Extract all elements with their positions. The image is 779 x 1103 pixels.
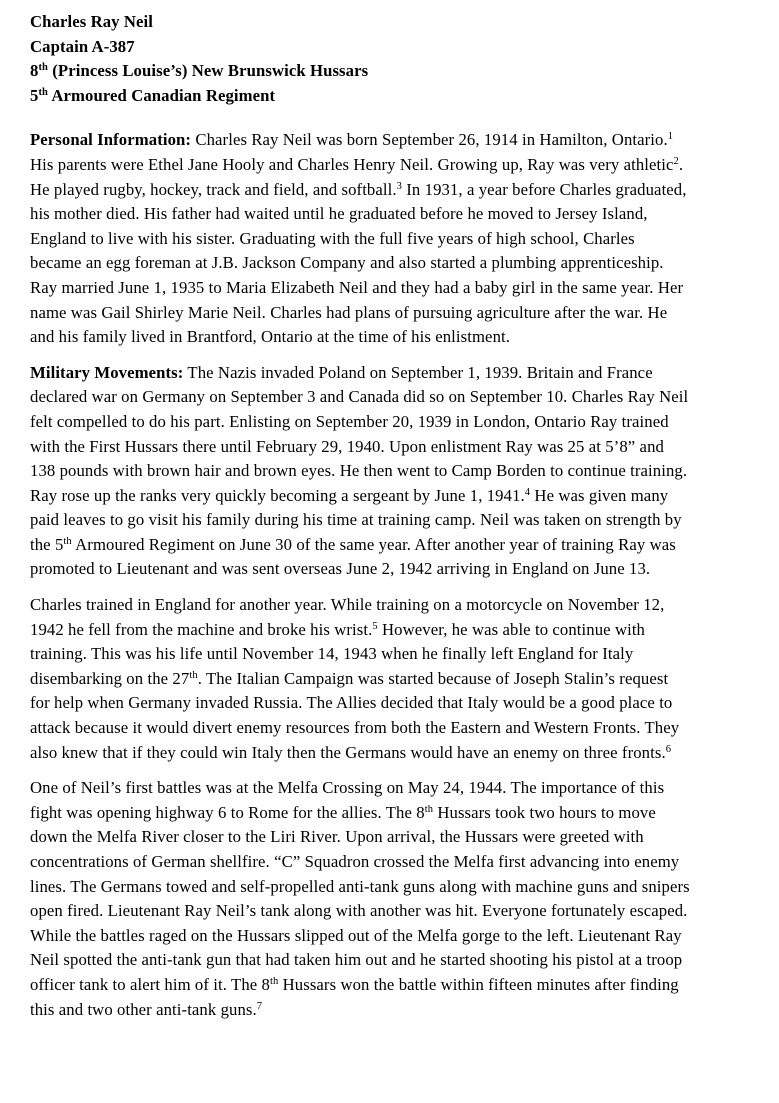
text-run: However, he was able to continue with [377, 619, 646, 639]
text-run: Ray married June 1, 1935 to Maria Elizabeth Neil and they had a baby girl in the same year. Her [30, 277, 684, 297]
text-line [30, 59, 761, 84]
bold-text-run: Charles Ray Neil [30, 12, 154, 31]
text-line [30, 642, 761, 667]
footnote-ref: 1 [667, 131, 674, 143]
text-run: Hussars won the battle within fifteen minutes after finding [278, 974, 679, 994]
text-run: Charles Ray Neil was born September 26, 1914 in Hamilton, Ontario. [191, 130, 668, 150]
paragraph-personal-information [30, 128, 761, 349]
text-run: Armoured Regiment on June 30 of the same year. After another year of training Ray was [71, 534, 676, 554]
paragraph-military-movements [30, 361, 761, 582]
text-run: training. This was his life until November 14, 1943 when he finally left England for Italy [30, 644, 634, 664]
text-line [30, 667, 761, 692]
text-run: felt compelled to do his part. Enlisting on September 20, 1939 in London, Ontario Ray trained [30, 411, 669, 431]
bold-text-run: 5 [30, 85, 39, 105]
text-run: attack because it would divert enemy resources from both the Eastern and Western Fronts. They [30, 718, 680, 738]
text-run: One of Neil’s first battles was at the Melfa Crossing on May 24, 1944. The importance of this [30, 778, 665, 798]
text-run: and his family lived in Brantford, Ontario at the time of his enlistment. [30, 327, 511, 347]
text-line [30, 128, 761, 153]
text-line [30, 533, 761, 558]
footnote-ref: 2 [673, 155, 679, 167]
text-line [30, 850, 761, 875]
text-line [30, 557, 761, 582]
text-line [30, 875, 761, 900]
text-line [30, 948, 761, 973]
text-run: became an egg foreman at J.B. Jackson Company and also started a plumbing apprenticeship. [30, 253, 664, 273]
text-line [30, 276, 761, 301]
ordinal-suffix: th [189, 669, 198, 681]
text-run: England to live with his sister. Graduating with the full five years of high school, Charles [30, 228, 635, 248]
footnote-ref: 4 [524, 486, 531, 498]
text-line [30, 825, 761, 850]
text-run: His parents were Ethel Jane Hooly and Charles Henry Neil. Growing up, Ray was very athletic [30, 154, 674, 174]
bold-text-run: (Princess Louise’s) New Brunswick Hussars [48, 61, 369, 81]
text-run: officer tank to alert him of it. The 8 [30, 974, 270, 994]
text-line [30, 618, 761, 643]
text-line [30, 410, 761, 435]
text-line [30, 153, 761, 178]
text-run: Ray rose up the ranks very quickly becoming a sergeant by June 1, 1941. [30, 485, 525, 505]
ordinal-suffix: th [424, 803, 434, 815]
footnote-ref: 6 [665, 743, 672, 755]
footnote-ref: 3 [396, 180, 402, 192]
text-line [30, 251, 761, 276]
ordinal-suffix: th [269, 975, 279, 987]
text-line [30, 325, 761, 350]
footnote-ref: 5 [372, 620, 378, 632]
bold-text-run: Military Movements: [30, 362, 184, 382]
text-run: down the Melfa River closer to the Liri River. Upon arrival, the Hussars were greeted with [30, 827, 644, 847]
bold-text-run: Armoured Canadian Regiment [48, 85, 276, 105]
text-run: promoted to Lieutenant and was sent overseas June 2, 1942 arriving in England on June 13. [30, 559, 651, 579]
paragraph-melfa-crossing [30, 776, 761, 1022]
bold-text-run: 8 [30, 61, 39, 81]
text-line [30, 973, 761, 998]
text-line [30, 435, 761, 460]
text-line [30, 741, 761, 766]
text-line [30, 178, 761, 203]
text-line [30, 301, 761, 326]
text-run: 1942 he fell from the machine and broke his wrist. [30, 619, 373, 639]
text-run: fight was opening highway 6 to Rome for the allies. The 8 [30, 802, 425, 822]
text-line [30, 361, 761, 386]
text-run: He was given many [530, 485, 669, 505]
text-line [30, 35, 761, 60]
text-run: for help when Germany invaded Russia. The Allies decided that Italy would be a good place to [30, 693, 673, 713]
text-line [30, 10, 761, 35]
text-run: open fired. Lieutenant Ray Neil’s tank along with another was hit. Everyone fortunately escaped. [30, 901, 688, 921]
text-run: paid leaves to go visit his family during his time at training camp. Neil was taken on strength by [30, 510, 682, 530]
text-line [30, 84, 761, 109]
ordinal-suffix: th [63, 535, 72, 547]
text-line [30, 484, 761, 509]
text-run: disembarking on the 27 [30, 668, 190, 688]
text-run: . The Italian Campaign was started because of Joseph Stalin’s request [197, 668, 669, 688]
text-run: He played rugby, hockey, track and field, and softball. [30, 179, 397, 199]
text-run: name was Gail Shirley Marie Neil. Charles had plans of pursuing agriculture after the war. He [30, 302, 668, 322]
footnote-ref: 7 [256, 1000, 263, 1012]
document-header [30, 10, 761, 108]
text-run: In 1931, a year before Charles graduated, [402, 179, 687, 199]
text-line [30, 593, 761, 618]
text-run: also knew that if they could win Italy then the Germans would have an enemy on three fronts. [30, 742, 666, 762]
text-line [30, 202, 761, 227]
text-line [30, 899, 761, 924]
text-run: with the First Hussars there until February 29, 1940. Upon enlistment Ray was 25 at 5’8” and [30, 436, 664, 456]
text-run: this and two other anti-tank guns. [30, 999, 257, 1019]
text-run: Hussars took two hours to move [433, 802, 656, 822]
text-line [30, 691, 761, 716]
text-line [30, 227, 761, 252]
bold-text-run: Personal Information: [30, 130, 192, 150]
text-run: his mother died. His father had waited until he graduated before he moved to Jersey Island, [30, 204, 648, 224]
text-run: Neil spotted the anti-tank gun that had taken him out and he started shooting his pistol at a troop [30, 950, 683, 970]
text-run: The Nazis invaded Poland on September 1, 1939. Britain and France [183, 362, 653, 382]
text-line [30, 716, 761, 741]
text-run: declared war on Germany on September 3 and Canada did so on September 10. Charles Ray Neil [30, 387, 689, 407]
text-run: While the battles raged on the Hussars slipped out of the Melfa gorge to the left. Lieutenant Ray [30, 925, 682, 945]
text-line [30, 385, 761, 410]
ordinal-suffix: th [38, 62, 48, 74]
text-run: concentrations of German shellfire. “C” Squadron crossed the Melfa first advancing into enemy [30, 852, 680, 871]
text-line [30, 924, 761, 949]
text-run: lines. The Germans towed and self-propelled anti-tank guns along with machine guns and snipers [30, 876, 690, 896]
text-line [30, 776, 761, 801]
text-line [30, 801, 761, 826]
text-line [30, 459, 761, 484]
ordinal-suffix: th [38, 86, 48, 98]
text-run: . [678, 154, 684, 174]
text-run: the 5 [30, 534, 64, 554]
bold-text-run: Captain A-387 [30, 36, 135, 56]
text-line [30, 508, 761, 533]
paragraph-england-training [30, 593, 761, 765]
text-line [30, 998, 761, 1023]
text-run: Charles trained in England for another year. While training on a motorcycle on November 12, [30, 595, 665, 615]
text-run: 138 pounds with brown hair and brown eyes. He then went to Camp Borden to continue training. [30, 461, 688, 481]
